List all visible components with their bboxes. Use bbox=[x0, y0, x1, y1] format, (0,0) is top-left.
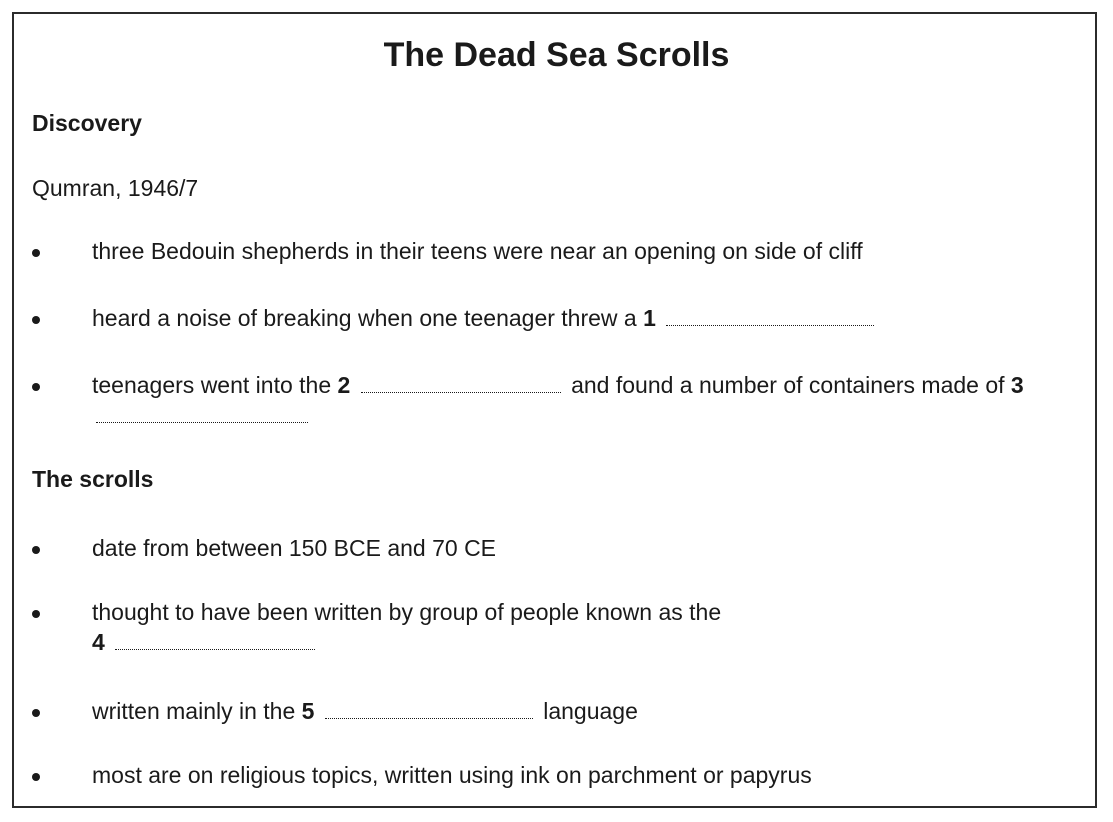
bullet-text-part: thought to have been written by group of people known as the bbox=[92, 599, 722, 625]
bullet-icon bbox=[32, 610, 40, 618]
answer-gap-3[interactable] bbox=[96, 420, 308, 423]
bullet-text bbox=[92, 370, 1082, 430]
answer-gap-4[interactable] bbox=[115, 647, 315, 650]
bullet-text: three Bedouin shepherds in their teens were near an opening on side of cliff bbox=[92, 238, 863, 264]
question-number-3: 3 bbox=[1010, 372, 1024, 398]
bullet-text-part: teenagers went into the bbox=[92, 372, 332, 398]
bullet-icon bbox=[32, 316, 40, 324]
question-number-1: 1 bbox=[643, 305, 656, 331]
bullet-text: date from between 150 BCE and 70 CE bbox=[92, 535, 497, 561]
bullet-text: most are on religious topics, written using ink on parchment or papyrus bbox=[92, 762, 812, 788]
bullet-text-part: language bbox=[543, 698, 638, 724]
bullet-icon bbox=[32, 383, 40, 391]
bullet-text-part: heard a noise of breaking when one teenager threw a bbox=[92, 305, 637, 331]
answer-gap-5[interactable] bbox=[325, 716, 533, 719]
bullet-icon bbox=[32, 249, 40, 257]
question-number-2: 2 bbox=[337, 372, 351, 398]
bullet-icon bbox=[32, 773, 40, 781]
answer-gap-2[interactable] bbox=[361, 390, 561, 393]
bullet-text bbox=[92, 303, 1082, 333]
discovery-heading: Discovery bbox=[32, 110, 142, 136]
bullet-text bbox=[92, 597, 892, 657]
bullet-icon bbox=[32, 546, 40, 554]
question-number-4: 4 bbox=[92, 629, 105, 655]
page-title: The Dead Sea Scrolls bbox=[383, 36, 730, 74]
scrolls-heading: The scrolls bbox=[32, 466, 154, 492]
bullet-text-part: and found a number of containers made of bbox=[571, 372, 1005, 398]
bullet-icon bbox=[32, 709, 40, 717]
discovery-place-date: Qumran, 1946/7 bbox=[32, 175, 199, 201]
bullet-text bbox=[92, 696, 1082, 726]
bullet-text-part: written mainly in the bbox=[92, 698, 296, 724]
question-number-5: 5 bbox=[301, 698, 315, 724]
answer-gap-1[interactable] bbox=[666, 323, 874, 326]
